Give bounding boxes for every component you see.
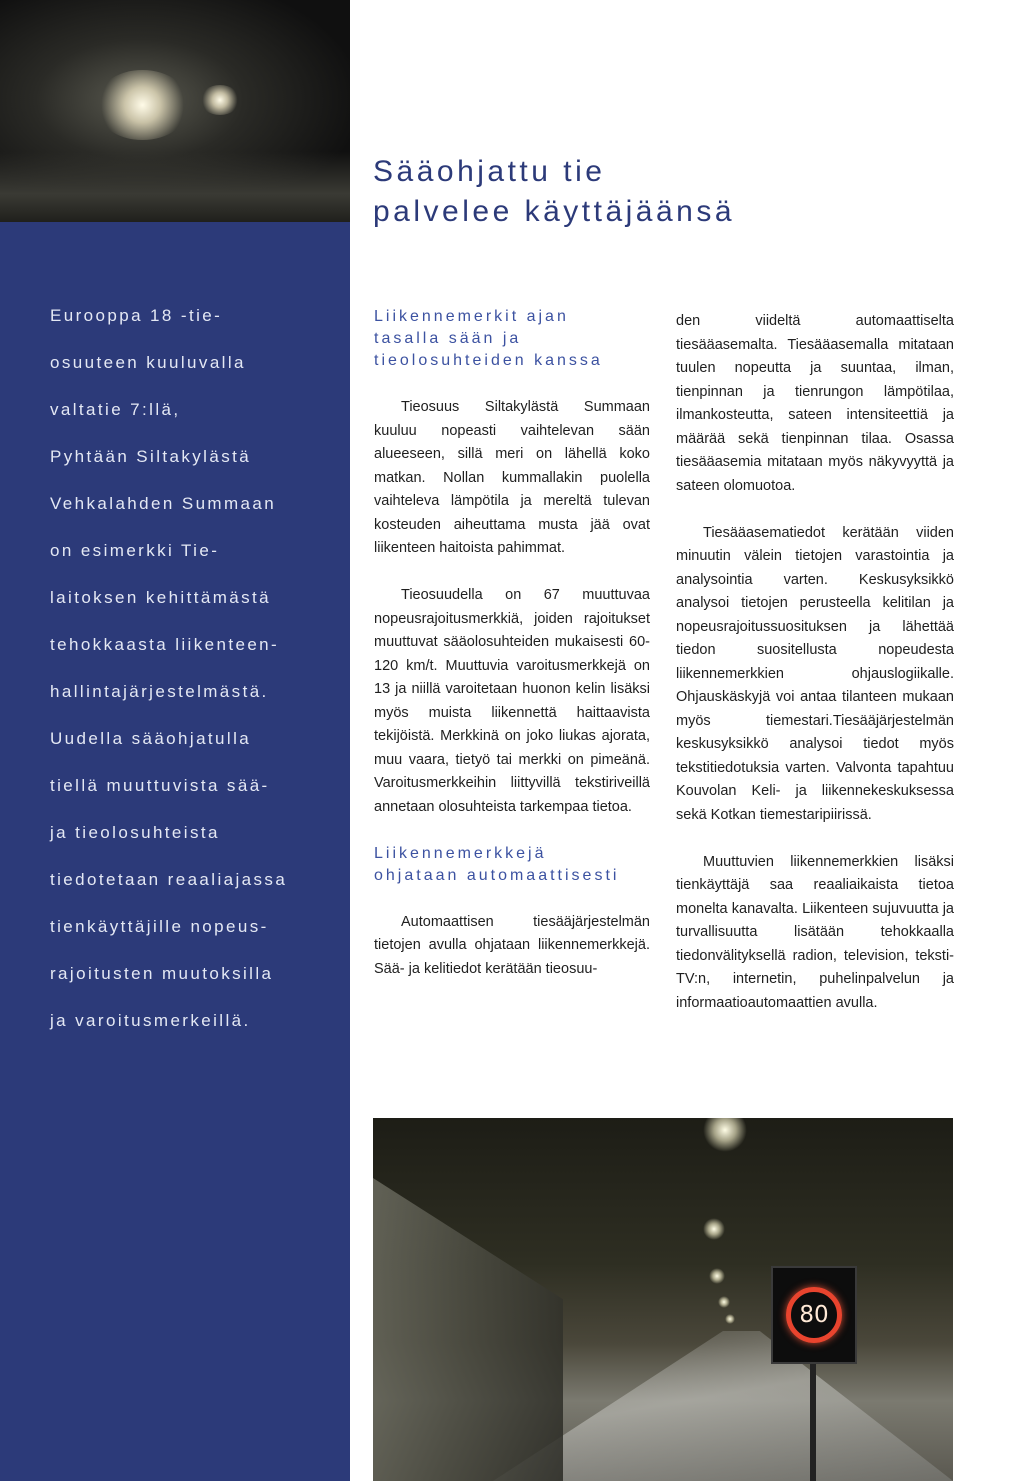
article-column-1 — [374, 306, 650, 1005]
street-lamp — [709, 1268, 725, 1284]
pull-quote-line: Eurooppa 18 -tie- — [50, 306, 223, 325]
headlight-glow — [95, 70, 190, 140]
truck-blur — [373, 1178, 563, 1481]
page-title-line: Sääohjattu tie — [373, 155, 606, 188]
body-paragraph: Muuttuvien liikennemerkkien lisäksi tienkäyttäjä saa reaaliaikaista tietoa monelta kanavalta. Liikenteen sujuvuutta ja turvallisuutta lisätään tehokkaalla tiedonvälityksellä radion, television, teksti-TV:n, internetin, puhelinpalvelun ja informaatioautomaattien avulla. — [676, 853, 954, 1011]
speed-limit-ring — [786, 1287, 842, 1343]
pull-quote-line: valtatie 7:llä, — [50, 400, 181, 419]
article-column-2 — [676, 310, 954, 1039]
section-heading-line: Liikennemerkkejä — [374, 844, 547, 862]
pull-quote-line: osuuteen kuuluvalla — [50, 353, 246, 372]
section-heading — [374, 843, 650, 887]
body-paragraph: den viideltä automaattiselta tiesääasemalta. Tiesääasemalla mitataan tuulen nopeutta ja suuntaa, ilman, tienpinnan ja tienrungon lämpötilaa, ilmankosteutta, sateen intensiteettiä ja määrää sekä tienpinnan tilaa. Osassa tiesääasemia mitataan myös näkyvyyttä ja sateen olomuotoa. — [676, 313, 954, 494]
pull-quote-line: on esimerkki Tie- — [50, 541, 220, 560]
speed-limit-value: 80 — [799, 1302, 829, 1328]
page-title-line: palvelee käyttäjäänsä — [373, 195, 736, 228]
pull-quote-line: ja tieolosuhteista — [50, 823, 220, 842]
headlight-glow — [200, 85, 240, 115]
street-lamp — [725, 1314, 735, 1324]
sign-pole — [810, 1360, 816, 1481]
pull-quote-line: tehokkaasta liikenteen- — [50, 635, 280, 654]
snowy-ground — [0, 152, 350, 222]
variable-speed-sign — [771, 1266, 857, 1364]
pull-quote-line: tiedotetaan reaaliajassa — [50, 870, 288, 889]
section-heading — [374, 306, 650, 372]
pull-quote-line: Vehkalahden Summaan — [50, 494, 277, 513]
pull-quote-line: Uudella sääohjatulla — [50, 729, 252, 748]
section-heading-line: tieolosuhteiden kanssa — [374, 352, 603, 369]
pull-quote-line: tienkäyttäjille nopeus- — [50, 917, 269, 936]
pull-quote-line: ja varoitusmerkeillä. — [50, 1011, 251, 1030]
section-heading-line: ohjataan automaattisesti — [374, 866, 620, 884]
street-lamp — [718, 1296, 730, 1308]
pull-quote — [50, 304, 340, 1056]
street-lamp — [703, 1218, 725, 1240]
body-paragraph: Tieosuudella on 67 muuttuvaa nopeusrajoitusmerkkiä, joiden rajoitukset muuttuvat sääolosuhteiden mukaisesti 60-120 km/t. Muuttuvia varoitusmerkkejä on 13 ja niillä varoitetaan huonon kelin lisäksi myös muista liikennettä haittaavista tekijöistä. Merkkinä on joko liukas ajorata, muu vaara, tietyö tai merkki on pimeänä. Varoitusmerkkeihin liittyvillä tekstiriveillä annetaan olosuhteista tarkempaa tietoa. — [374, 587, 650, 815]
night-road-photo — [0, 0, 350, 222]
body-paragraph: Tiesääasematiedot kerätään viiden minuutin välein tietojen varastointia ja analysointia varten. Keskusyksikkö analysoi tietojen perusteella kelitilan ja nopeusrajoitussuosituksen ja lähettää tiedon suositellusta nopeudesta liikennemerkkien ohjauslogiikalle. Ohjauskäskyjä voi antaa tilanteen mukaan myös tiemestari.Tiesääjärjestelmän keskusyksikkö analysoi tiedot myös tekstitiedotuksia varten. Valvonta tapahtuu Kouvolan Keli- ja liikennekeskuksessa sekä Kotkan tiemestaripiirissä. — [676, 524, 954, 823]
page-title — [373, 152, 1013, 232]
pull-quote-line: laitoksen kehittämästä — [50, 588, 271, 607]
street-lamp — [703, 1118, 747, 1152]
body-paragraph: Automaattisen tiesääjärjestelmän tietojen avulla ohjataan liikennemerkkejä. Sää- ja kelitiedot kerätään tieosuu- — [374, 913, 650, 977]
pull-quote-line: tiellä muuttuvista sää- — [50, 776, 270, 795]
body-paragraph: Tieosuus Siltakylästä Summaan kuuluu nopeasti vaihtelevan sään alueeseen, sillä meri on lähellä koko matkan. Nollan kummallakin puolella vaihteleva lämpötila ja mereltä tulevan kosteuden aiheuttama musta jää ovat liikenteen haitoista pahimmat. — [374, 399, 650, 556]
section-heading-line: Liikennemerkit ajan — [374, 308, 569, 325]
pull-quote-line: Pyhtään Siltakylästä — [50, 447, 252, 466]
pull-quote-line: hallintajärjestelmästä. — [50, 682, 269, 701]
section-heading-line: tasalla sään ja — [374, 330, 522, 347]
pull-quote-line: rajoitusten muutoksilla — [50, 964, 274, 983]
highway-photo — [373, 1118, 953, 1481]
